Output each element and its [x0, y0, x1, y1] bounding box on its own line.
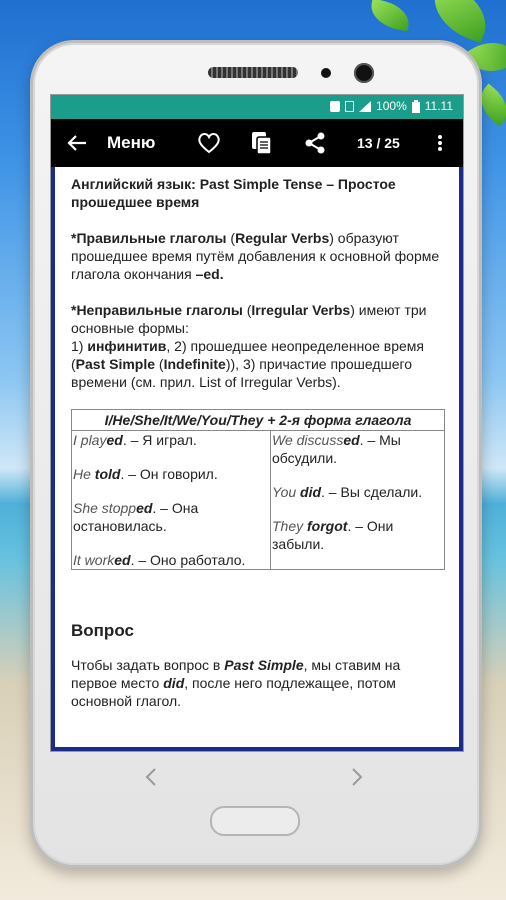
- text: ) имеют три основные формы:: [71, 302, 427, 336]
- text: )), 3) причастие прошедшего времени (см. прил. List of Irregular Verbs).: [71, 356, 413, 390]
- text: He: [73, 466, 95, 482]
- example-sentence: [272, 483, 443, 501]
- irregular-term: Irregular Verbs: [251, 302, 351, 318]
- page-counter: 13 / 25: [357, 135, 400, 151]
- text: ed: [136, 500, 153, 516]
- regular-label: *Правильные глаголы: [71, 230, 227, 246]
- text: . – Он говорил.: [120, 466, 218, 482]
- share-icon: [303, 131, 327, 155]
- leaf-decoration: [368, 0, 412, 31]
- battery-icon: [412, 100, 420, 113]
- past-simple-term: Past Simple: [224, 657, 304, 673]
- regular-verbs-paragraph: [71, 229, 443, 283]
- copy-button[interactable]: [251, 119, 273, 167]
- text: It work: [73, 552, 115, 568]
- lesson-heading: Английский язык: Past Simple Tense – Простое прошедшее время: [71, 176, 396, 210]
- chevron-left-icon[interactable]: [144, 767, 158, 787]
- text: We discuss: [272, 432, 344, 448]
- signal-icon: [359, 101, 371, 112]
- text: She stopp: [73, 500, 137, 516]
- example-sentence: [73, 465, 269, 483]
- clock: 11.11: [424, 99, 453, 113]
- text: , мы ставим на первое место: [71, 657, 401, 691]
- irregular-label: *Неправильные глаголы: [71, 302, 243, 318]
- back-arrow-icon: [67, 134, 87, 152]
- nfc-icon: [330, 101, 340, 112]
- phone-screen: [50, 94, 464, 752]
- text: (: [155, 356, 164, 372]
- text: did: [300, 484, 322, 500]
- text: I play: [73, 432, 107, 448]
- table-header: I/He/She/It/We/You/They + 2-я форма глагола: [72, 410, 445, 431]
- status-bar: [51, 95, 463, 119]
- more-vert-icon: [437, 134, 443, 152]
- text: ed: [114, 552, 131, 568]
- menu-title[interactable]: Меню: [107, 133, 156, 152]
- text: (: [226, 230, 236, 246]
- share-button[interactable]: [303, 119, 327, 167]
- regular-term: Regular Verbs: [235, 230, 330, 246]
- back-button[interactable]: [67, 119, 89, 167]
- nav-arrows: [140, 765, 370, 789]
- app-toolbar: [51, 119, 463, 167]
- question-heading: Вопрос: [71, 621, 134, 640]
- example-sentence: [73, 499, 269, 535]
- example-sentence: [272, 517, 443, 553]
- text: They: [272, 518, 308, 534]
- overflow-menu-button[interactable]: [437, 119, 443, 167]
- indefinite-term: Indefinite: [163, 356, 226, 372]
- text: (: [242, 302, 252, 318]
- home-button[interactable]: [210, 806, 300, 836]
- example-sentence: [272, 431, 443, 467]
- text: . – Мы обсудили.: [272, 432, 401, 466]
- examples-table: [71, 409, 445, 570]
- right-examples-cell: [271, 431, 445, 570]
- past-simple-term: Past Simple: [75, 356, 156, 372]
- text: told: [94, 466, 121, 482]
- copy-icon: [251, 131, 273, 155]
- heart-icon: [197, 132, 221, 154]
- text: forgot: [307, 518, 348, 534]
- text: , после него подлежащее, потом основной глагол.: [71, 675, 396, 709]
- phone-camera: [354, 63, 374, 83]
- text: . – Вы сделали.: [321, 484, 423, 500]
- text: . – Я играл.: [122, 432, 197, 448]
- phone-speaker: [208, 67, 298, 78]
- text: Чтобы задать вопрос в: [71, 657, 225, 673]
- chevron-right-icon[interactable]: [350, 767, 364, 787]
- left-examples-cell: [72, 431, 271, 570]
- text: , 2) прошедшее неопределенное время (: [71, 338, 424, 372]
- leaf-decoration: [424, 0, 495, 43]
- ed-ending: –ed.: [195, 266, 224, 282]
- text: ) образуют прошедшее время путём добавления к основной форме глагола окончания: [71, 230, 440, 282]
- example-sentence: [73, 551, 269, 569]
- question-paragraph: [71, 656, 443, 710]
- infinitive-term: инфинитив: [87, 338, 167, 354]
- favorite-button[interactable]: [197, 119, 221, 167]
- text: ed: [343, 432, 360, 448]
- text: . – Оно работало.: [130, 552, 246, 568]
- text: ed: [106, 432, 123, 448]
- example-sentence: [73, 431, 269, 449]
- lesson-content: [51, 167, 463, 751]
- phone-sensor: [321, 68, 331, 78]
- battery-percent: 100%: [376, 99, 407, 113]
- sim-icon: [345, 101, 354, 112]
- did-term: did: [163, 675, 185, 691]
- text: 1): [71, 338, 88, 354]
- text: . – Они забыли.: [272, 518, 394, 552]
- text: You: [272, 484, 301, 500]
- irregular-verbs-paragraph: [71, 301, 443, 391]
- text: . – Она остановилась.: [73, 500, 199, 534]
